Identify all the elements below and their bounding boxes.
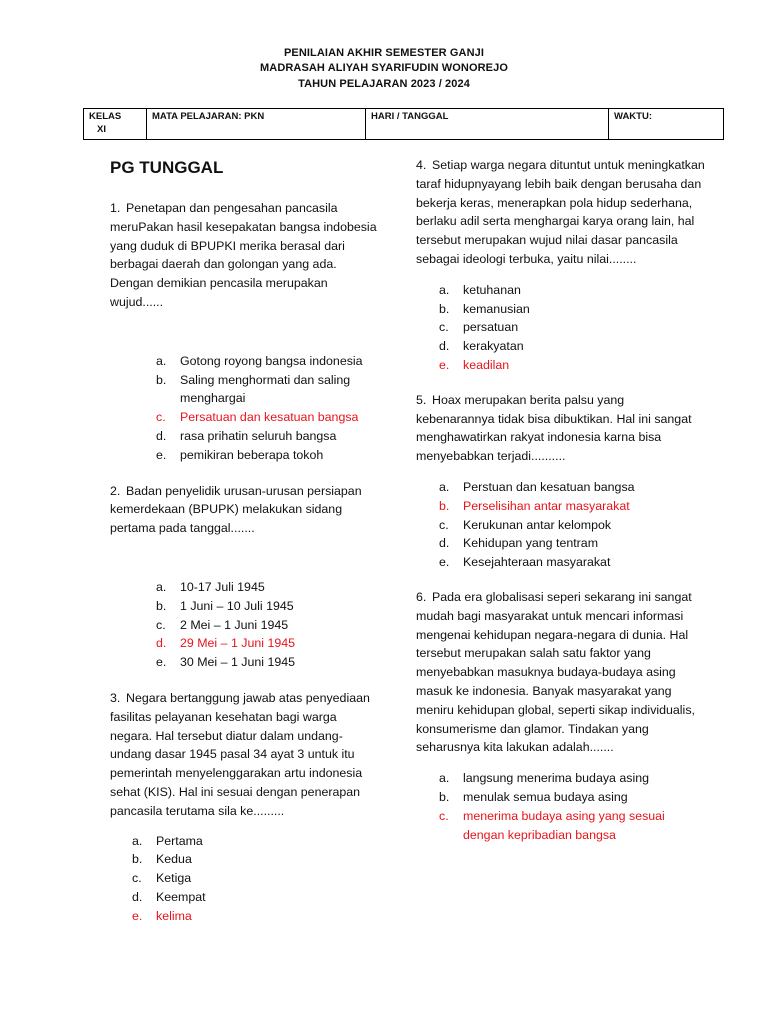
option-d [156, 427, 380, 446]
kelas-cell [84, 109, 147, 140]
option-text: langsung menerima budaya asing [463, 771, 649, 786]
question-number: 2. [110, 483, 121, 498]
option-letter: e. [439, 357, 450, 372]
option-a [156, 578, 380, 597]
option-c [439, 516, 706, 535]
question-number: 4. [416, 158, 427, 172]
option-e [439, 553, 706, 572]
right-column [416, 156, 706, 844]
options-list [132, 832, 380, 926]
option-letter: b. [132, 852, 143, 867]
question-3 [110, 689, 380, 926]
option-d [132, 888, 380, 907]
question-6 [416, 588, 706, 844]
option-text: Gotong royong bangsa indonesia [180, 353, 363, 368]
option-letter: b. [439, 301, 450, 316]
left-column [110, 157, 380, 926]
option-a [439, 281, 706, 300]
question-5 [416, 391, 706, 572]
option-text: Pertama [156, 833, 203, 848]
option-text: Saling menghormati dan saling menghargai [180, 372, 351, 406]
option-letter: c. [156, 410, 166, 425]
question-text: 6. Pada era globalisasi seperi sekarang ini sangat mudah bagi masyarakat untuk mencari informasi mengenai kehidupan negara-negara di dunia. Hal tersebut merupakan salah satu faktor yang menyebabkan masuknya budaya-budaya asing masuk ke indonesia. Banyak masyarakat yang meniru kehidupan global, seperti sikap individualis, konsumerisme dan glamor. Tindakan yang seharusnya kita lakukan adalah....... [416, 589, 695, 755]
option-a [132, 832, 380, 851]
options-list [156, 352, 380, 465]
option-text: persatuan [463, 320, 519, 335]
option-letter: e. [439, 555, 450, 570]
option-text: Kedua [156, 852, 192, 867]
option-text: ketuhanan [463, 282, 521, 297]
option-text: menerima budaya asing yang sesuai dengan kepribadian bangsa [463, 808, 665, 842]
option-letter: c. [439, 808, 449, 823]
question-text: 1. Penetapan dan pengesahan pancasila meruPakan hasil kesepakatan bangsa indobesia yang duduk di BPUPKI merika berasal dari berbagai daerah dan golongan yang ada. Dengan demikian pencasila merupakan wujud...... [110, 201, 377, 309]
options-list [156, 578, 380, 672]
question-text: 4. Setiap warga negara dituntut untuk meningkatkan taraf hidupnyayang lebih baik dengan berusaha dan bekerja keras, menerapkan pola hidup sederhana, berlaku adil serta menghargai karya orang lain, hal tersebut merupakan wujud nilai dasar pancasila sebagai ideologi terbuka, yaitu nilai........ [416, 158, 705, 266]
option-e [439, 356, 706, 375]
option-letter: b. [439, 789, 450, 804]
option-b [439, 497, 706, 516]
question-4 [416, 156, 706, 375]
header-line-3: TAHUN PELAJARAN 2023 / 2024 [298, 78, 470, 90]
question-number: 1. [110, 201, 121, 215]
option-text: kemanusian [463, 301, 530, 316]
option-e [156, 653, 380, 672]
info-table [83, 108, 724, 140]
option-letter: c. [156, 617, 166, 632]
option-d [439, 534, 706, 553]
question-text: 3. Negara bertanggung jawab atas penyediaan fasilitas pelayanan kesehatan bagi warga negara. Hal tersebut diatur dalam undang-undang dasar 1945 pasal 34 ayat 3 untuk itu pemerintah menyelenggarakan artu indonesia sehat (KIS). Hal ini sesuai dengan penerapan pancasila terutama sila ke......... [110, 690, 370, 818]
option-letter: c. [439, 517, 449, 532]
question-1 [110, 199, 380, 465]
option-text: Persatuan dan kesatuan bangsa [180, 410, 359, 425]
option-text: Perselisihan antar masyarakat [463, 498, 630, 513]
option-c [132, 869, 380, 888]
option-letter: c. [439, 320, 449, 335]
option-e [132, 907, 380, 926]
question-text: 5. Hoax merupakan berita palsu yang kebenarannya tidak bisa dibuktikan. Hal ini sangat menghawatirkan rakyat indonesia karna bisa menyebabkan terjadi.......... [416, 392, 692, 464]
mapel-cell: MATA PELAJARAN: PKN [147, 109, 366, 140]
option-text: 10-17 Juli 1945 [180, 579, 265, 594]
option-letter: d. [439, 536, 450, 551]
option-letter: a. [156, 353, 167, 368]
option-b [439, 300, 706, 319]
option-text: Keempat [156, 889, 206, 904]
header-line-2: MADRASAH ALIYAH SYARIFUDIN WONOREJO [260, 62, 508, 74]
option-text: kelima [156, 908, 192, 923]
option-text: rasa prihatin seluruh bangsa [180, 428, 337, 443]
option-text: Kesejahteraan masyarakat [463, 555, 611, 570]
question-2 [110, 482, 380, 672]
option-letter: e. [132, 908, 143, 923]
option-letter: a. [132, 833, 143, 848]
option-text: 1 Juni – 10 Juli 1945 [180, 598, 294, 613]
option-letter: b. [156, 372, 167, 387]
option-a [156, 352, 380, 371]
option-b [156, 597, 380, 616]
question-number: 3. [110, 690, 121, 705]
kelas-value: XI [97, 124, 106, 135]
option-text: 29 Mei – 1 Juni 1945 [180, 636, 296, 651]
option-text: 2 Mei – 1 Juni 1945 [180, 617, 289, 632]
option-c [156, 408, 380, 427]
option-text: pemikiran beberapa tokoh [180, 447, 324, 462]
option-letter: a. [439, 479, 450, 494]
option-text: Kehidupan yang tentram [463, 536, 599, 551]
question-number: 6. [416, 589, 427, 604]
options-list [439, 281, 706, 375]
option-text: kerakyatan [463, 339, 524, 354]
waktu-cell: WAKTU: [609, 109, 724, 140]
question-number: 5. [416, 392, 427, 407]
option-d [156, 634, 380, 653]
option-a [439, 478, 706, 497]
option-c [439, 807, 706, 845]
option-letter: e. [156, 655, 167, 670]
option-text: Kerukunan antar kelompok [463, 517, 612, 532]
option-text: menulak semua budaya asing [463, 789, 628, 804]
option-text: Perstuan dan kesatuan bangsa [463, 479, 635, 494]
option-c [439, 318, 706, 337]
section-title: PG TUNGGAL [110, 158, 224, 177]
hari-cell: HARI / TANGGAL [366, 109, 609, 140]
option-e [156, 446, 380, 465]
option-text: keadilan [463, 357, 510, 372]
option-text: 30 Mei – 1 Juni 1945 [180, 655, 296, 670]
option-letter: b. [156, 598, 167, 613]
option-letter: d. [439, 339, 450, 354]
header-line-1: PENILAIAN AKHIR SEMESTER GANJI [283, 47, 484, 59]
option-a [439, 769, 706, 788]
option-letter: d. [156, 428, 167, 443]
option-b [439, 788, 706, 807]
option-letter: d. [132, 889, 143, 904]
option-letter: a. [156, 579, 167, 594]
option-b [132, 850, 380, 869]
option-letter: e. [156, 447, 167, 462]
option-d [439, 337, 706, 356]
option-letter: a. [439, 771, 450, 786]
option-letter: c. [132, 871, 142, 886]
option-c [156, 616, 380, 635]
options-list [439, 478, 706, 572]
option-letter: d. [156, 636, 167, 651]
option-letter: b. [439, 498, 450, 513]
option-b [156, 371, 380, 409]
kelas-label: KELAS [89, 111, 122, 122]
options-list [439, 769, 706, 844]
option-text: Ketiga [156, 871, 192, 886]
question-text: 2. Badan penyelidik urusan-urusan persiapan kemerdekaan (BPUPK) melakukan sidang pertama pada tanggal....... [110, 483, 362, 536]
option-letter: a. [439, 282, 450, 297]
